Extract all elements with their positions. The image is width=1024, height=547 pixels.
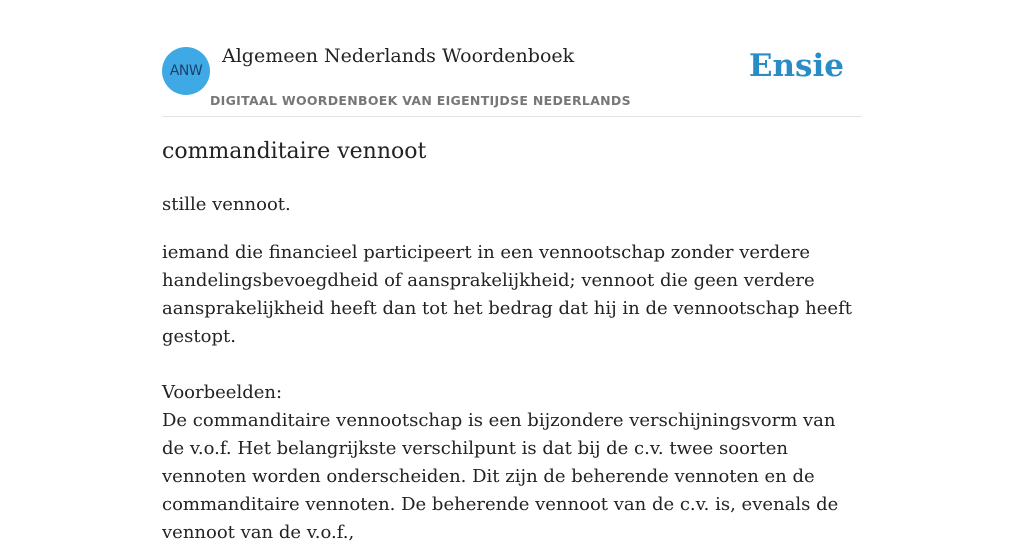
examples-text: De commanditaire vennootschap is een bijzondere verschijningsvorm van de v.o.f. Het belangrijkste verschilpunt is dat bij de c.v. twee soorten vennoten worden onderscheiden. Dit zijn de beherende vennoten en de commanditaire vennoten. De beherende vennoot van de c.v. is, evenals de vennoot van de v.o.f., — [162, 410, 839, 543]
site-title[interactable]: Algemeen Nederlands Woordenboek — [222, 45, 575, 67]
entry-synonym: stille vennoot. — [162, 194, 291, 215]
ensie-logo-link[interactable]: Ensie — [748, 48, 844, 84]
anw-logo[interactable] — [162, 47, 210, 95]
examples-label: Voorbeelden: — [162, 382, 283, 403]
page — [162, 0, 862, 543]
site-subtitle: DIGITAAL WOORDENBOEK VAN EIGENTIJDSE NEDERLANDS — [210, 93, 631, 108]
entry-definition: iemand die financieel participeert in een vennootschap zonder verdere handelingsbevoegdheid of aansprakelijkheid; vennoot die geen verdere aansprakelijkheid heeft dan tot het bedrag dat hij in de vennootschap heeft gestopt. — [162, 242, 852, 347]
logo-text: ANW — [169, 63, 203, 79]
entry-term: commanditaire vennoot — [162, 139, 427, 164]
site-header — [162, 0, 862, 117]
